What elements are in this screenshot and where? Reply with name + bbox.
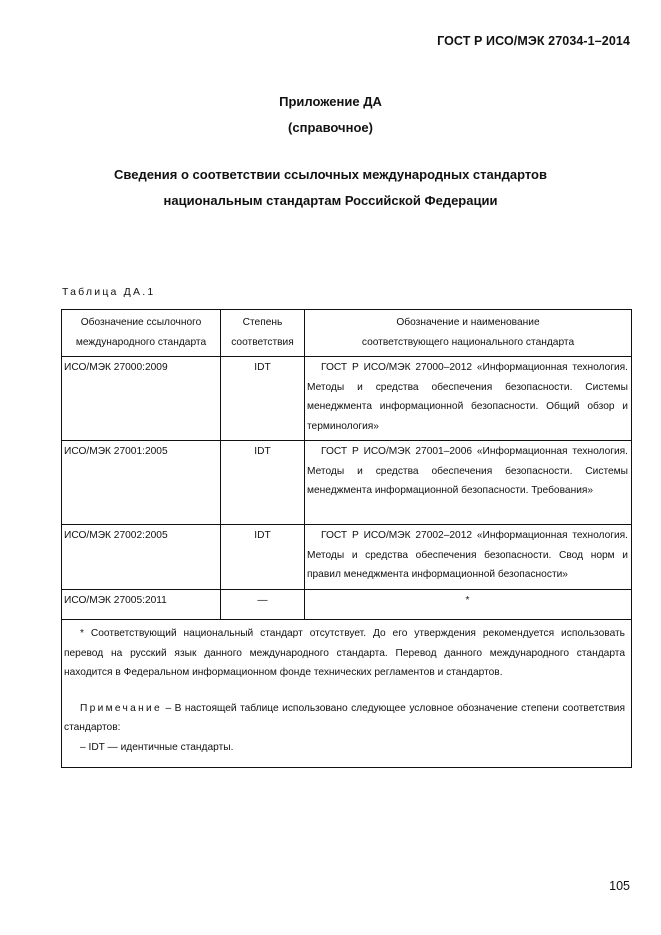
column-header-national-line-1: Обозначение и наименование bbox=[396, 317, 540, 328]
correspondence-table-container bbox=[61, 309, 631, 768]
note bbox=[64, 699, 625, 738]
annex-heading-line-2: национальным стандартам Российской Федерации bbox=[163, 193, 498, 208]
correspondence-table bbox=[61, 309, 632, 768]
national-standard-text: ГОСТ Р ИСО/МЭК 27001–2006 «Информационная технология. Методы и средства обеспечения безопасности. Системы менеджмента информационной безопасности. Требования» bbox=[307, 446, 628, 496]
table-notes-cell bbox=[62, 620, 632, 768]
page-number: 105 bbox=[609, 879, 630, 893]
degree-cell: IDT bbox=[221, 525, 305, 590]
national-standard-text: ГОСТ Р ИСО/МЭК 27000–2012 «Информационная технология. Методы и средства обеспечения безопасности. Системы менеджмента информационной безопасности. Общий обзор и терминология» bbox=[307, 362, 628, 432]
column-header-degree-line-2: соответствия bbox=[231, 337, 294, 348]
table-notes-row bbox=[62, 620, 632, 768]
degree-cell: IDT bbox=[221, 441, 305, 525]
column-header-degree bbox=[221, 310, 305, 357]
table-row bbox=[62, 525, 632, 590]
note-text: – В настоящей таблице использовано следующее условное обозначение степени соответствия стандартов: bbox=[64, 702, 625, 733]
annex-type: (справочное) bbox=[288, 120, 373, 135]
column-header-reference-line-1: Обозначение ссылочного bbox=[80, 317, 202, 328]
table-label: Таблица ДА.1 bbox=[62, 286, 156, 298]
table-header-row bbox=[62, 310, 632, 357]
column-header-national-line-2: соответствующего национального стандарта bbox=[361, 337, 575, 348]
national-standard-cell bbox=[305, 357, 632, 441]
degree-cell: — bbox=[221, 590, 305, 620]
note-label: Примечание bbox=[80, 702, 162, 714]
national-standard-cell: * bbox=[305, 590, 632, 620]
note-item bbox=[64, 738, 625, 758]
national-standard-text: ГОСТ Р ИСО/МЭК 27002–2012 «Информационная технология. Методы и средства обеспечения безопасности. Свод норм и правил менеджмента информационной безопасности» bbox=[307, 530, 628, 580]
reference-standard-cell: ИСО/МЭК 27002:2005 bbox=[62, 525, 221, 590]
column-header-national bbox=[305, 310, 632, 357]
column-header-reference-line-2: международного стандарта bbox=[75, 337, 207, 348]
column-header-degree-line-1: Степень bbox=[242, 317, 283, 328]
annex-title: Приложение ДА bbox=[279, 94, 382, 109]
reference-standard-cell: ИСО/МЭК 27000:2009 bbox=[62, 357, 221, 441]
table-row bbox=[62, 357, 632, 441]
reference-standard-cell: ИСО/МЭК 27005:2011 bbox=[62, 590, 221, 620]
reference-standard-cell: ИСО/МЭК 27001:2005 bbox=[62, 441, 221, 525]
degree-cell: IDT bbox=[221, 357, 305, 441]
national-standard-cell bbox=[305, 525, 632, 590]
footnote-text: * Соответствующий национальный стандарт отсутствует. До его утверждения рекомендуется использовать перевод на русский язык данного международного стандарта. Перевод данного международного стандарта находится в Федеральном информационном фонде технических регламентов и стандартов. bbox=[64, 628, 625, 678]
table-row bbox=[62, 590, 632, 620]
column-header-reference bbox=[62, 310, 221, 357]
national-standard-cell bbox=[305, 441, 632, 525]
document-code: ГОСТ Р ИСО/МЭК 27034-1–2014 bbox=[437, 34, 630, 48]
note-item-text: – IDT — идентичные стандарты. bbox=[80, 741, 234, 753]
annex-heading-line-1: Сведения о соответствии ссылочных международных стандартов bbox=[114, 167, 547, 182]
table-row bbox=[62, 441, 632, 525]
footnote bbox=[64, 624, 625, 683]
